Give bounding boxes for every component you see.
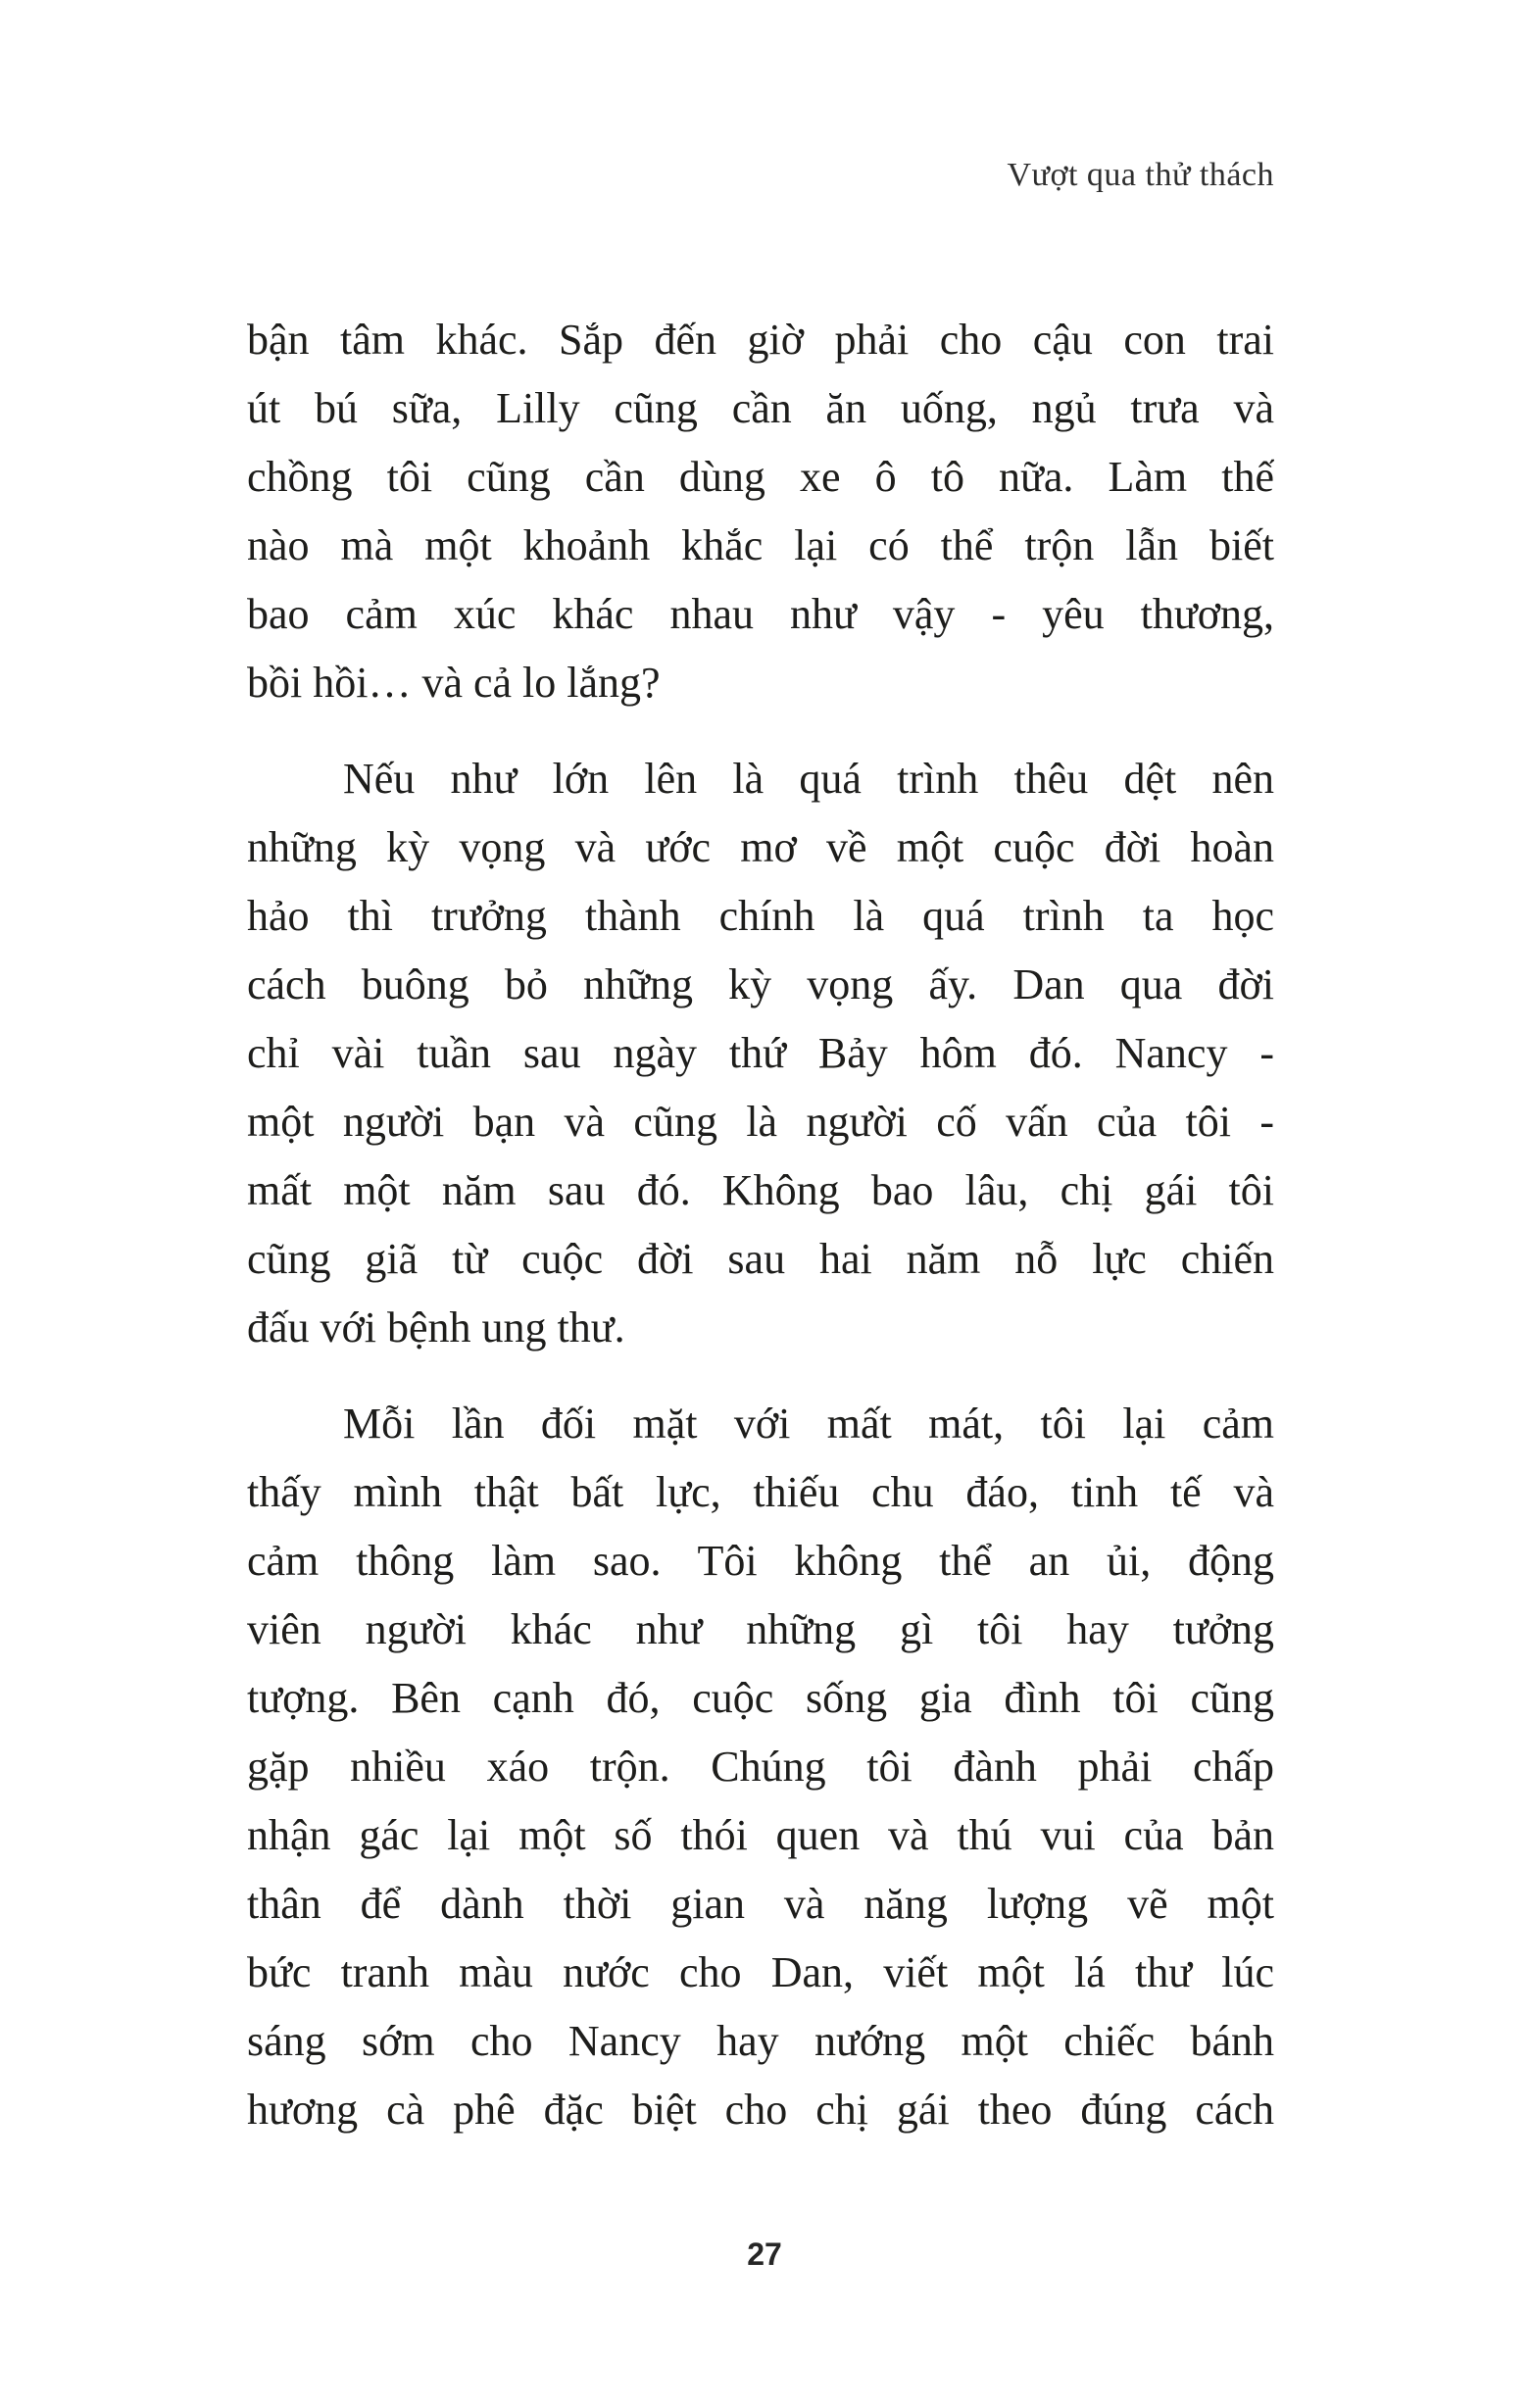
body-text xyxy=(247,306,1274,2144)
text-line: bận tâm khác. Sắp đến giờ phải cho cậu con trai xyxy=(247,316,1274,364)
text-line: nhận gác lại một số thói quen và thú vui của bản xyxy=(247,1811,1274,1859)
text-line: thấy mình thật bất lực, thiếu chu đáo, tinh tế và xyxy=(247,1468,1274,1516)
text-line: bao cảm xúc khác nhau như vậy - yêu thương, xyxy=(247,590,1274,638)
text-line: mất một năm sau đó. Không bao lâu, chị gái tôi xyxy=(247,1166,1274,1214)
text-line: viên người khác như những gì tôi hay tưởng xyxy=(247,1605,1274,1653)
text-line: một người bạn và cũng là người cố vấn của tôi - xyxy=(247,1098,1274,1146)
text-line: Nếu như lớn lên là quá trình thêu dệt nên xyxy=(343,755,1274,803)
text-line: chỉ vài tuần sau ngày thứ Bảy hôm đó. Nancy - xyxy=(247,1029,1274,1077)
text-line: tượng. Bên cạnh đó, cuộc sống gia đình tôi cũng xyxy=(247,1674,1274,1722)
text-line: bồi hồi… và cả lo lắng? xyxy=(247,659,661,707)
paragraph-1 xyxy=(247,306,1274,717)
text-line: cách buông bỏ những kỳ vọng ấy. Dan qua đời xyxy=(247,960,1274,1008)
text-line: Mỗi lần đối mặt với mất mát, tôi lại cảm xyxy=(343,1400,1274,1448)
text-line: bức tranh màu nước cho Dan, viết một lá thư lúc xyxy=(247,1948,1274,1996)
text-line: nào mà một khoảnh khắc lại có thể trộn lẫn biết xyxy=(247,521,1274,569)
paragraph-3 xyxy=(247,1390,1274,2144)
text-line: cảm thông làm sao. Tôi không thể an ủi, động xyxy=(247,1537,1274,1585)
text-line: hương cà phê đặc biệt cho chị gái theo đúng cách xyxy=(247,2086,1274,2134)
text-line: gặp nhiều xáo trộn. Chúng tôi đành phải chấp xyxy=(247,1743,1274,1791)
text-line: thân để dành thời gian và năng lượng vẽ một xyxy=(247,1880,1274,1928)
text-line: hảo thì trưởng thành chính là quá trình ta học xyxy=(247,892,1274,940)
text-line: chồng tôi cũng cần dùng xe ô tô nữa. Làm thế xyxy=(247,453,1274,501)
text-line: út bú sữa, Lilly cũng cần ăn uống, ngủ trưa và xyxy=(247,384,1274,432)
page-number: 27 xyxy=(747,2236,782,2272)
text-line: đấu với bệnh ung thư. xyxy=(247,1303,625,1351)
text-line: những kỳ vọng và ước mơ về một cuộc đời hoàn xyxy=(247,823,1274,871)
text-line: sáng sớm cho Nancy hay nướng một chiếc bánh xyxy=(247,2017,1274,2065)
paragraph-2 xyxy=(247,745,1274,1362)
text-line: cũng giã từ cuộc đời sau hai năm nỗ lực chiến xyxy=(247,1235,1274,1283)
running-header: Vượt qua thử thách xyxy=(1007,157,1274,193)
